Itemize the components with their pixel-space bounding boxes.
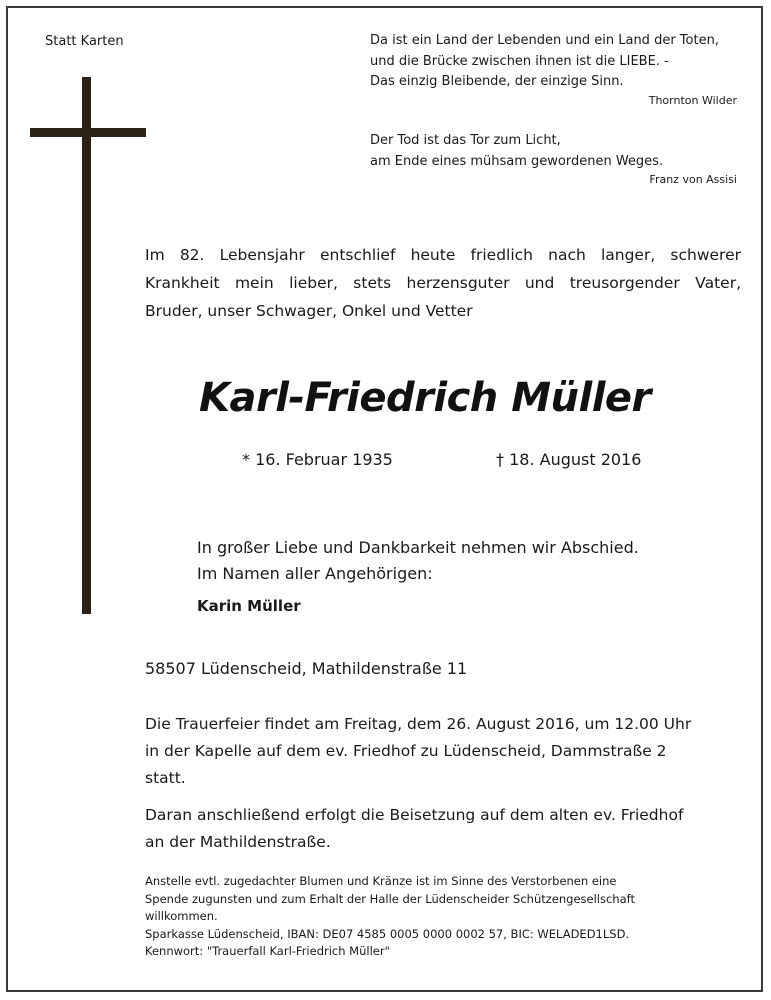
signer-name: Karin Müller <box>197 597 301 615</box>
statt-karten-label: Statt Karten <box>45 34 124 49</box>
quote-line: am Ende eines mühsam gewordenen Weges. <box>370 153 664 169</box>
burial-line: Daran anschließend erfolgt die Beisetzung auf dem alten ev. Friedhof <box>145 806 684 824</box>
quote-line: Da ist ein Land der Lebenden und ein Land der Toten, <box>370 33 719 48</box>
donation-line: Kennwort: "Trauerfall Karl-Friedrich Müller" <box>145 944 390 958</box>
deceased-name: Karl-Friedrich Müller <box>199 375 651 421</box>
ceremony-line: Die Trauerfeier findet am Freitag, dem 26. August 2016, um 12.00 Uhr <box>145 715 692 733</box>
address: 58507 Lüdenscheid, Mathildenstraße 11 <box>145 659 468 678</box>
intro-paragraph <box>145 241 741 325</box>
donation-line: willkommen. <box>145 909 218 923</box>
quote-wilder <box>370 31 740 109</box>
quote-author: Franz von Assisi <box>649 173 737 186</box>
donation-line: Spende zugunsten und zum Erhalt der Halle der Lüdenscheider Schützengesellschaft <box>145 891 635 906</box>
intro-line: Bruder, unser Schwager, Onkel und Vetter <box>145 302 473 320</box>
donation-paragraph <box>145 873 741 961</box>
quote-line: und die Brücke zwischen ihnen ist die LIEBE. - <box>370 53 669 69</box>
burial-line: an der Mathildenstraße. <box>145 833 331 851</box>
burial-paragraph <box>145 802 741 856</box>
quote-assisi <box>370 131 740 188</box>
intro-line: Krankheit mein lieber, stets herzensguter und treusorgender Vater, <box>145 274 741 292</box>
ceremony-line: statt. <box>145 769 186 787</box>
ceremony-paragraph <box>145 711 741 792</box>
farewell-line: In großer Liebe und Dankbarkeit nehmen wir Abschied. <box>197 538 639 557</box>
ceremony-line: in der Kapelle auf dem ev. Friedhof zu Lüdenscheid, Dammstraße 2 <box>145 742 667 760</box>
quote-line: Das einzig Bleibende, der einzige Sinn. <box>370 74 624 89</box>
farewell-block <box>197 535 639 587</box>
donation-line: Anstelle evtl. zugedachter Blumen und Kränze ist im Sinne des Verstorbenen eine <box>145 874 617 888</box>
death-date: † 18. August 2016 <box>496 450 642 469</box>
farewell-line: Im Namen aller Angehörigen: <box>197 564 433 583</box>
birth-date: * 16. Februar 1935 <box>242 450 393 469</box>
quote-author: Thornton Wilder <box>648 93 737 107</box>
donation-line: Sparkasse Lüdenscheid, IBAN: DE07 4585 0005 0000 0002 57, BIC: WELADED1LSD. <box>145 926 630 941</box>
cross-icon-vertical-bar <box>82 77 91 614</box>
intro-line: Im 82. Lebensjahr entschlief heute friedlich nach langer, schwerer <box>145 246 741 264</box>
cross-icon-horizontal-bar <box>30 128 146 137</box>
quote-line: Der Tod ist das Tor zum Licht, <box>370 133 561 148</box>
